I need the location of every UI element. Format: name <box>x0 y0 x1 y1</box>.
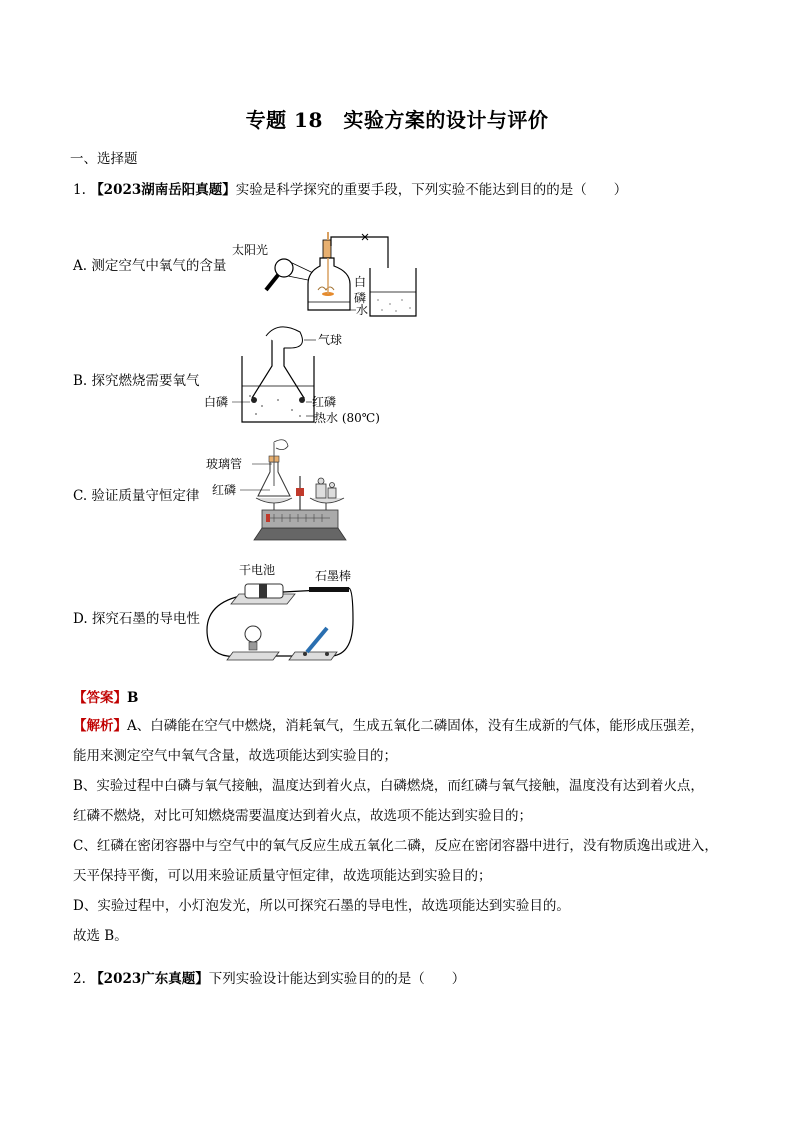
balloon <box>274 440 288 450</box>
answer-tag: 【答案】 <box>73 690 127 706</box>
option-c: C. 验证质量守恒定律 <box>73 488 200 504</box>
analysis-line: 【解析】A、白磷能在空气中燃烧，消耗氧气，生成五氧化二磷固体，没有生成新的气体，能形成压强差， <box>73 718 704 734</box>
light-bulb-icon <box>245 626 261 642</box>
analysis <box>73 711 733 951</box>
label-water: 水 <box>356 303 369 317</box>
label-battery: 干电池 <box>239 563 276 577</box>
figure-c-balance <box>198 436 368 550</box>
answer-line <box>73 686 138 706</box>
question-source: 【2023湖南岳阳真题】 <box>90 182 236 198</box>
label-graphite-rod: 石墨棒 <box>315 569 352 583</box>
label-white: 白 <box>354 275 367 289</box>
stopper <box>323 240 331 258</box>
label-sunlight: 太阳光 <box>232 243 269 257</box>
analysis-line: B、实验过程中白磷与氧气接触，温度达到着火点，白磷燃烧，而红磷与氧气接触，温度没有达到着火点， <box>73 778 704 794</box>
question-1 <box>73 178 627 198</box>
question-text: 实验是科学探究的重要手段，下列实验不能达到目的的是（ ） <box>235 182 628 198</box>
conclusion: 故选 B。 <box>73 928 128 944</box>
question-number: 2. <box>73 971 86 987</box>
question-2 <box>73 967 465 987</box>
switch-lever <box>307 628 327 652</box>
balance-base <box>254 528 346 540</box>
switch-board <box>289 652 337 660</box>
figure-d-circuit <box>203 560 373 672</box>
analysis-line: C、红磷在密闭容器中与空气中的氧气反应生成五氧化二磷，反应在密闭容器中进行，没有物质逸出或进入， <box>73 838 718 854</box>
question-source: 【2023广东真题】 <box>90 971 209 987</box>
analysis-tag: 【解析】 <box>73 718 127 734</box>
figure-a-apparatus <box>228 232 428 322</box>
label-red-phosphorus: 红磷 <box>212 483 237 497</box>
magnifier-handle <box>266 275 278 290</box>
label-balloon: 气球 <box>318 333 343 347</box>
option-b: B. 探究燃烧需要氧气 <box>73 373 200 389</box>
label-white-phosphorus: 白磷 <box>204 395 229 409</box>
label-phosphorus: 磷 <box>354 291 367 305</box>
option-a: A. 测定空气中氧气的含量 <box>73 258 227 274</box>
analysis-line: 红磷不燃烧，对比可知燃烧需要温度达到着火点，故选项不能达到实验目的； <box>73 808 532 824</box>
analysis-line: 能用来测定空气中氧气含量，故选项能达到实验目的； <box>73 748 397 764</box>
label-glass-tube: 玻璃管 <box>206 457 243 471</box>
analysis-line: 天平保持平衡，可以用来验证质量守恒定律，故选项能达到实验目的； <box>73 868 492 884</box>
label-red-phosphorus: 红磷 <box>312 395 337 409</box>
question-text: 下列实验设计能达到实验目的的是（ ） <box>208 971 466 987</box>
lamp-board <box>227 652 279 660</box>
beaker <box>242 356 314 422</box>
question-number: 1. <box>73 182 86 198</box>
graphite-rod <box>309 587 349 592</box>
section-heading: 一、选择题 <box>70 151 138 167</box>
label-hot-water: 热水 (80℃) <box>314 411 380 425</box>
magnifier-icon <box>275 259 293 277</box>
analysis-line: D、实验过程中，小灯泡发光，所以可探究石墨的导电性，故选项能达到实验目的。 <box>73 898 570 914</box>
page-title: 专题 18 实验方案的设计与评价 <box>245 108 549 132</box>
answer-value: B <box>127 690 139 706</box>
weight <box>316 484 326 498</box>
figure-b-apparatus <box>200 326 380 426</box>
option-d: D. 探究石墨的导电性 <box>73 611 200 627</box>
